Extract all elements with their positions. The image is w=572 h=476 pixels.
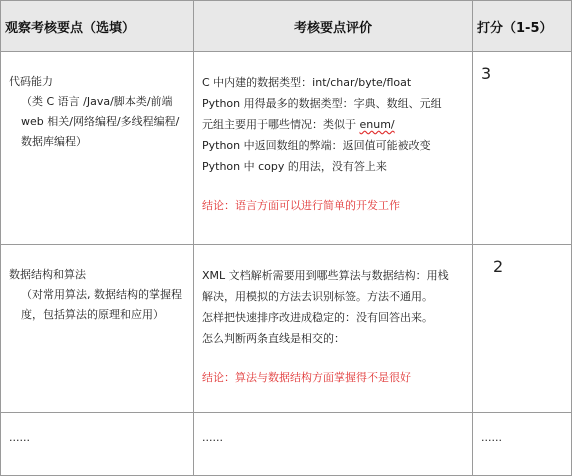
score-cell[interactable] bbox=[473, 52, 572, 245]
header-score bbox=[473, 1, 572, 52]
observation-cell[interactable] bbox=[1, 52, 194, 245]
score-value: 2 bbox=[493, 257, 504, 276]
eval-line: C 中内建的数据类型：int/char/byte/float bbox=[202, 76, 412, 89]
ellipsis-text: ...... bbox=[9, 431, 30, 444]
score-cell[interactable] bbox=[473, 413, 572, 476]
evaluation-cell[interactable] bbox=[194, 52, 473, 245]
evaluation-cell[interactable] bbox=[194, 245, 473, 413]
eval-line: 怎样把快速排序改进成稳定的：没有回答出来。 bbox=[202, 311, 433, 324]
spellcheck-underline: enum/ bbox=[359, 118, 395, 131]
point-description: （对常用算法, 数据结构的掌握程度，包括算法的原理和应用） bbox=[21, 288, 182, 321]
point-title: 代码能力 bbox=[9, 75, 53, 88]
evaluation-cell[interactable] bbox=[194, 413, 473, 476]
eval-line: 怎么判断两条直线是相交的： bbox=[202, 332, 345, 345]
table-row-data-structures bbox=[1, 245, 572, 413]
eval-line: Python 中返回数组的弊端：返回值可能被改变 bbox=[202, 139, 431, 152]
score-cell[interactable] bbox=[473, 245, 572, 413]
spacer bbox=[202, 177, 466, 195]
conclusion-text: 结论：语言方面可以进行简单的开发工作 bbox=[202, 199, 400, 212]
header-evaluation bbox=[194, 1, 473, 52]
conclusion-text: 结论：算法与数据结构方面掌握得不是很好 bbox=[202, 371, 411, 384]
spacer bbox=[202, 349, 466, 367]
eval-line: XML 文档解析需要用到哪些算法与数据结构：用栈 bbox=[202, 269, 449, 282]
ellipsis-text: ...... bbox=[481, 431, 502, 444]
score-value: 3 bbox=[481, 64, 492, 83]
header-col3-label: 打分（1-5） bbox=[477, 20, 553, 36]
eval-line: 解决，用模拟的方法去识别标签。方法不通用。 bbox=[202, 290, 433, 303]
header-row bbox=[1, 1, 572, 52]
header-observation-points bbox=[1, 1, 194, 52]
header-col1-label: 观察考核要点（选填） bbox=[5, 20, 136, 36]
eval-line: 元组主要用于哪些情况：类似于 enum/ bbox=[202, 118, 395, 131]
eval-line: Python 中 copy 的用法，没有答上来 bbox=[202, 160, 387, 173]
table-row-coding-ability bbox=[1, 52, 572, 245]
ellipsis-text: ...... bbox=[202, 431, 223, 444]
table-row-more bbox=[1, 413, 572, 476]
point-description: （类 C 语言 /Java/脚本类/前端web 相关/网络编程/多线程编程/数据库编程） bbox=[21, 95, 180, 148]
eval-line: Python 用得最多的数据类型：字典、数组、元组 bbox=[202, 97, 442, 110]
observation-cell[interactable] bbox=[1, 245, 194, 413]
header-col2-label: 考核要点评价 bbox=[293, 20, 372, 36]
point-title: 数据结构和算法 bbox=[9, 268, 86, 281]
observation-cell[interactable] bbox=[1, 413, 194, 476]
